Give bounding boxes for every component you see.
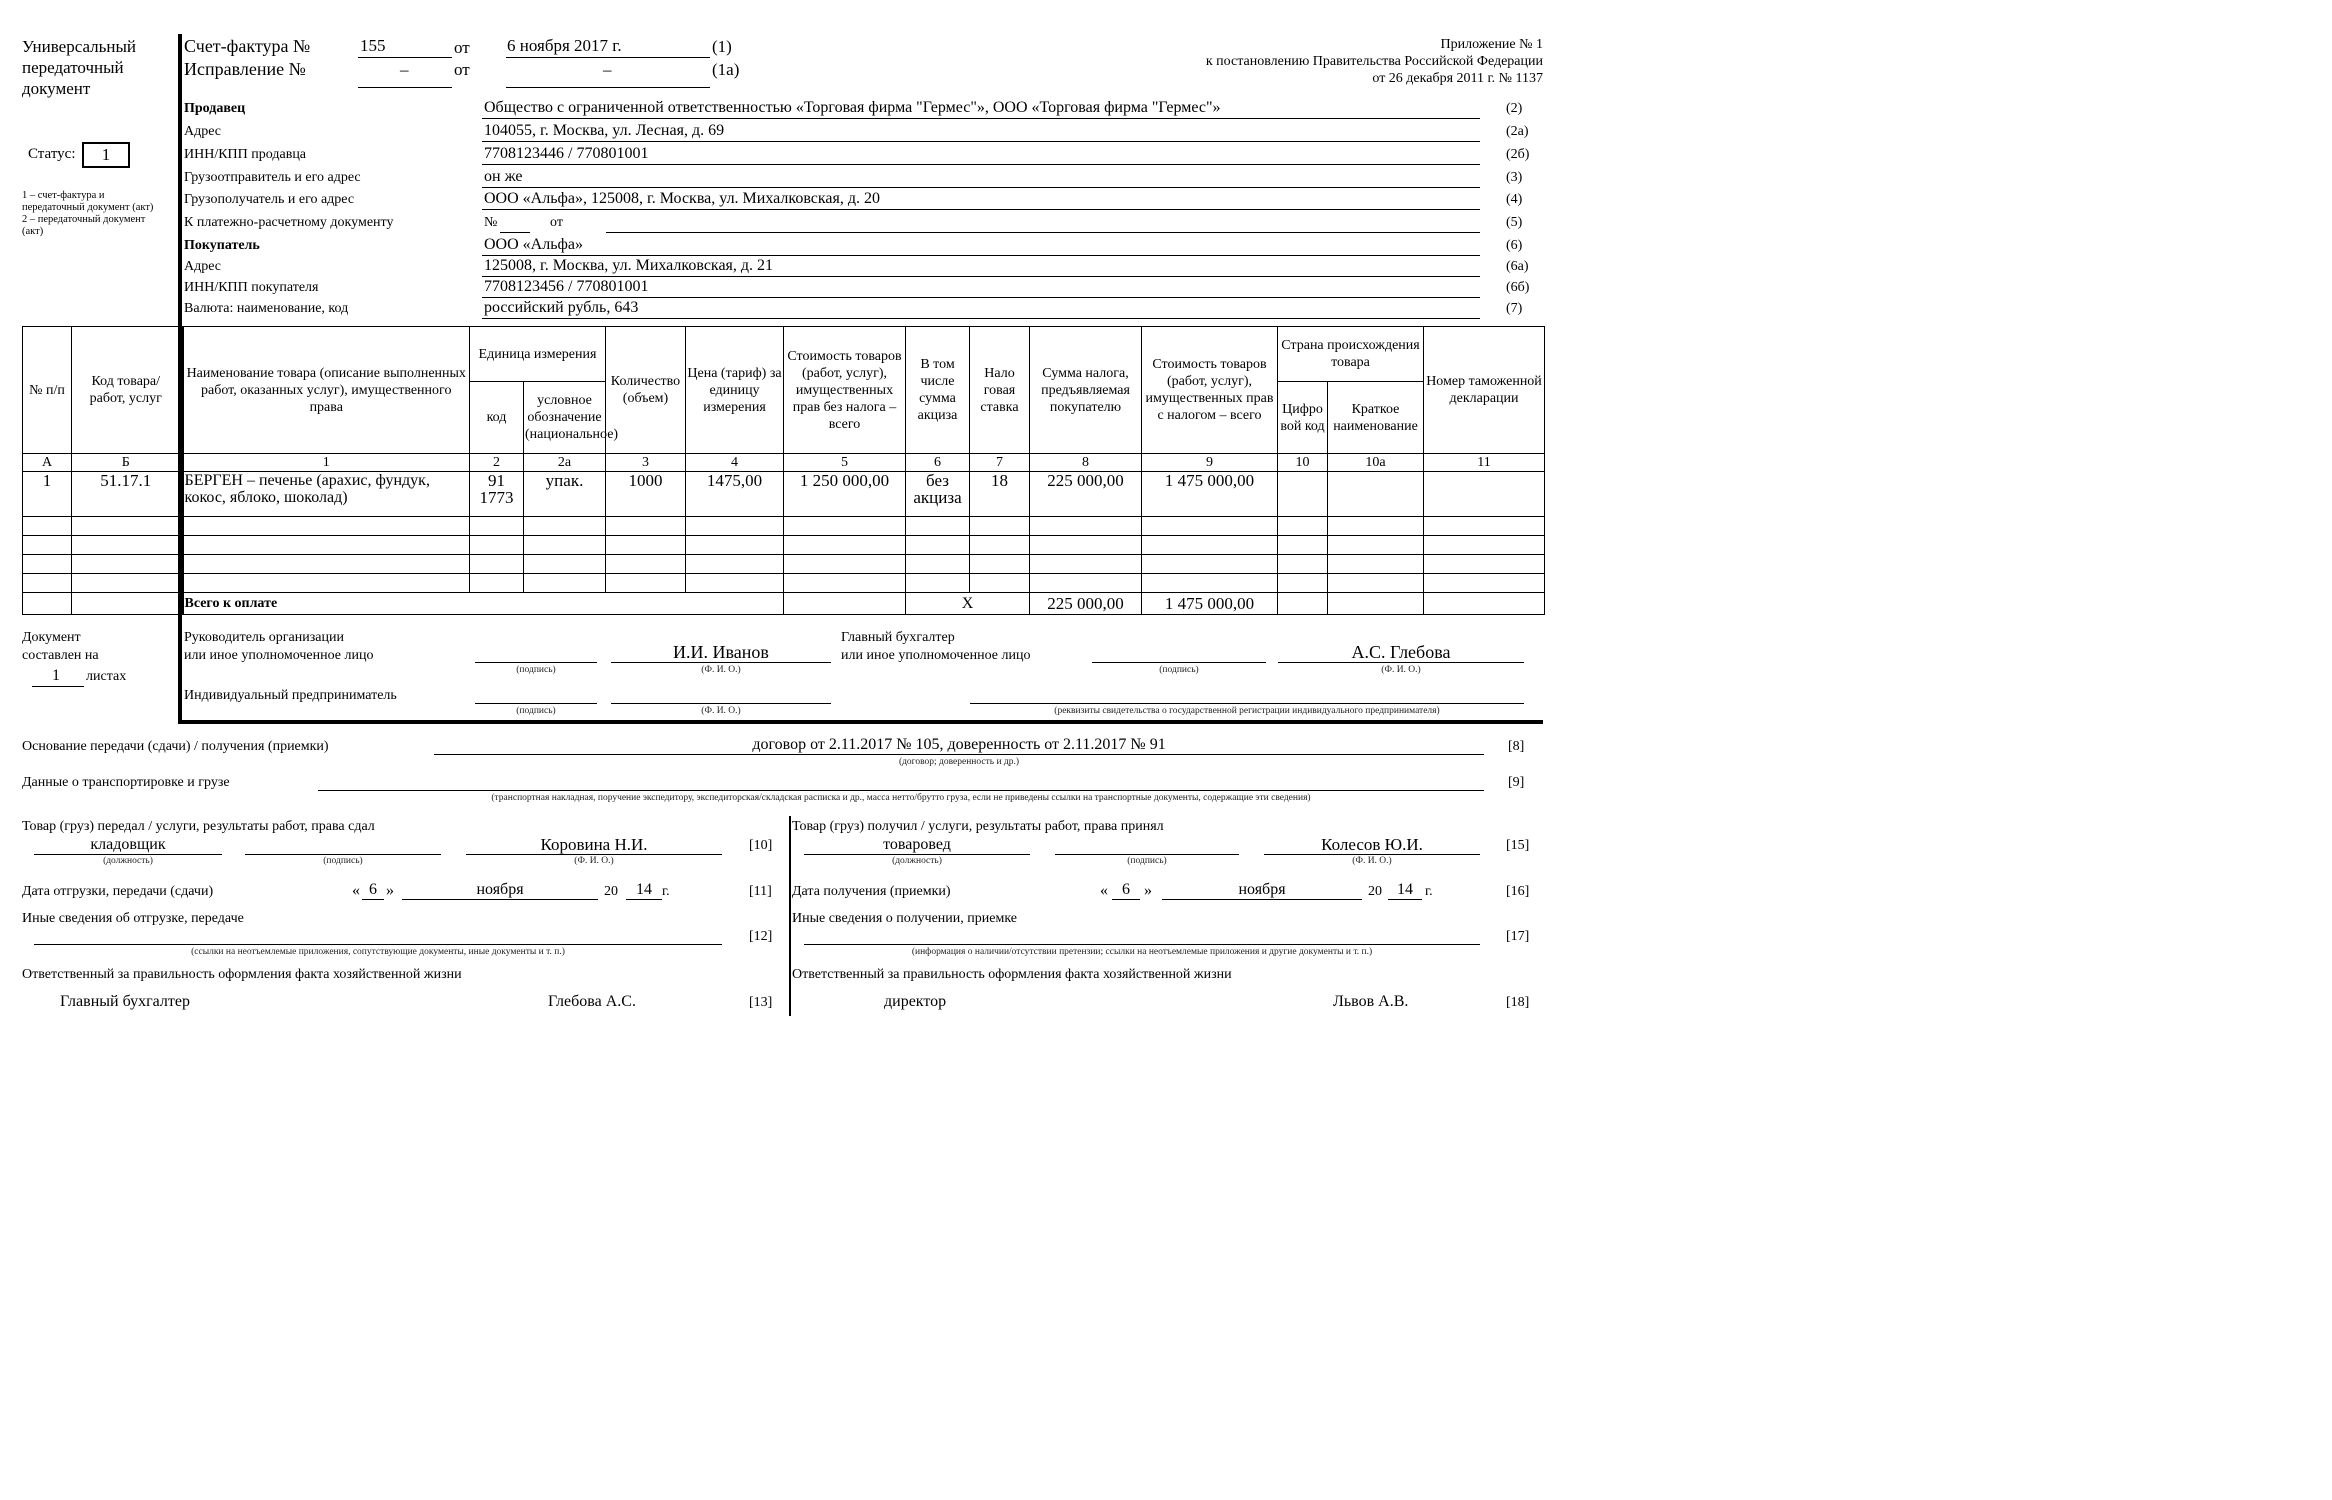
col-header-cost-w-tax: Стоимость товаров (работ, услуг), имущественных прав с налогом – всего [1142,327,1278,454]
left-month: ноября [476,881,524,898]
left-resp-name: Глебова А.С. [548,993,636,1010]
accountant-label: Главный бухгалтер или иное уполномоченное лицо [841,630,1031,663]
col-header-excise: В том числе сумма акциза [906,327,970,454]
invoice-from: от [454,38,470,57]
right-year: 14 [1397,881,1413,898]
table-row-empty [23,574,1545,593]
col-header-num: № п/п [23,327,72,454]
left-day: 6 [369,881,377,898]
total-label: Всего к оплате [182,593,784,615]
total-tax: 225 000,00 [1030,593,1142,615]
field-value: 125008, г. Москва, ул. Михалковская, д. 21 [484,257,774,274]
field-label: Валюта: наименование, код [184,301,349,316]
col-header-rate: Нало говая ставка [970,327,1030,454]
field-value: ООО «Альфа», 125008, г. Москва, ул. Михалковская, д. 20 [484,190,881,207]
transport-label: Данные о транспортировке и грузе [22,775,230,790]
left-date-label: Дата отгрузки, передачи (сдачи) [22,884,214,899]
left-date-code: [11] [749,884,772,899]
field-label: Грузополучатель и его адрес [184,192,355,207]
sheets-count: 1 [52,667,60,684]
bottom-border [178,720,1543,724]
left-code: [10] [749,838,773,853]
table-row-empty [23,517,1545,536]
right-name: Колесов Ю.И. [1321,835,1423,854]
col-header-code: Код товара/ работ, услуг [72,327,182,454]
total-cost: 1 475 000,00 [1142,593,1278,615]
status-note: 1 – счет-фактура и передаточный документ (акт) 2 – передаточный документ (акт) [22,190,154,237]
left-title: Товар (груз) передал / услуги, результаты работ, права сдал [22,819,375,834]
field-value: 7708123456 / 770801001 [484,278,649,295]
col-header-qty: Количество (объем) [606,327,686,454]
col-header-country-name: Краткое наименование [1328,382,1424,454]
appendix-note: Приложение № 1 к постановлению Правительства Российской Федерации от 26 декабря 2011 г. № 1137 [1205,37,1543,86]
field-value: Общество с ограниченной ответственностью «Торговая фирма "Гермес"», ООО «Торговая фирма "Гермес"» [484,99,1221,116]
basis-code: [8] [1508,739,1525,754]
col-header-cost-wo-tax: Стоимость товаров (работ, услуг), имущественных прав без налога – всего [784,327,906,454]
head-name: И.И. Иванов [673,642,769,662]
basis-value: договор от 2.11.2017 № 105, доверенность от 2.11.2017 № 91 [752,736,1166,753]
right-code: [15] [1506,838,1530,853]
field-value: 104055, г. Москва, ул. Лесная, д. 69 [484,122,725,139]
payment-doc-from: от [550,215,563,230]
right-other-label: Иные сведения о получении, приемке [792,911,1018,926]
center-divider [789,816,791,1016]
right-month: ноября [1238,881,1286,898]
basis-label: Основание передачи (сдачи) / получения (приемки) [22,739,329,754]
field-value: российский рубль, 643 [484,299,639,316]
col-header-name: Наименование товара (описание выполненных работ, оказанных услуг), имущественного права [182,327,470,454]
invoice-number: 155 [360,36,386,55]
right-title: Товар (груз) получил / услуги, результаты работ, права принял [792,819,1164,834]
field-label: Продавец [184,101,246,116]
col-header-country: Страна происхождения товара [1278,327,1424,382]
status-value[interactable]: 1 [82,142,130,168]
col-header-unit-code: код [470,382,524,454]
col-header-unit: Единица измерения [470,327,606,382]
correction-from: от [454,60,470,79]
field-label: Адрес [184,259,222,274]
correction-date: – [603,60,612,79]
field-label: К платежно-расчетному документу [184,215,394,230]
right-resp-label: Ответственный за правильность оформления факта хозяйственной жизни [792,967,1232,982]
right-date-code: [16] [1506,884,1530,899]
field-value: ООО «Альфа» [484,236,583,253]
correction-label: Исправление № [184,59,306,79]
left-resp-position: Главный бухгалтер [60,993,190,1010]
field-code: (2б) [1506,147,1530,162]
status-label: Статус: [28,146,76,162]
correction-code: (1а) [712,60,740,79]
left-other-code: [12] [749,929,773,944]
payment-doc-no: № [484,215,498,230]
transport-code: [9] [1508,775,1525,790]
correction-number: – [400,60,409,79]
table-row: 1 51.17.1 БЕРГЕН – печенье (арахис, фундук, кокос, яблоко, шоколад) 91 1773 упак. 1000 1475,00 1 250 000,00 без акциза 18 225 000,00 1 475 000,00 [23,472,1545,517]
right-other-code: [17] [1506,929,1530,944]
field-label: ИНН/КПП покупателя [184,280,319,295]
accountant-name: А.С. Глебова [1351,642,1451,662]
field-value: он же [484,168,523,185]
left-resp-code: [13] [749,995,773,1010]
left-year: 14 [636,881,652,898]
field-code: (7) [1506,301,1523,316]
left-name: Коровина Н.И. [540,835,648,854]
right-resp-name: Львов А.В. [1333,993,1409,1010]
col-header-tax: Сумма налога, предъявляемая покупателю [1030,327,1142,454]
field-code: (4) [1506,192,1523,207]
table-row-empty [23,555,1545,574]
field-code: (5) [1506,215,1523,230]
invoice-label: Счет-фактура № [184,36,311,56]
col-header-customs: Номер таможенной декларации [1424,327,1545,454]
col-header-unit-name: условное обозначение (национальное) [524,382,606,454]
field-code: (6а) [1506,259,1529,274]
field-code: (6б) [1506,280,1530,295]
total-row [23,593,1545,615]
col-header-country-code: Цифро вой код [1278,382,1328,454]
field-value: 7708123446 / 770801001 [484,145,649,162]
left-position: кладовщик [90,836,166,853]
field-label: Грузоотправитель и его адрес [184,170,361,185]
sheets-label: листах [86,669,127,684]
field-code: (2) [1506,101,1523,116]
right-day: 6 [1122,881,1130,898]
col-labels-row: А Б 1 2 2а 3 4 5 6 7 8 9 10 10а 11 [23,454,1545,472]
right-resp-code: [18] [1506,995,1530,1010]
field-label: Покупатель [184,238,260,253]
field-label: ИНН/КПП продавца [184,147,307,162]
ip-label: Индивидуальный предприниматель [184,688,397,703]
right-date-label: Дата получения (приемки) [792,884,951,899]
field-label: Адрес [184,124,222,139]
document-title: Универсальный передаточный документ [22,37,137,98]
goods-table [22,326,1545,615]
left-resp-label: Ответственный за правильность оформления факта хозяйственной жизни [22,967,462,982]
field-code: (2а) [1506,124,1529,139]
field-code: (6) [1506,238,1523,253]
total-excise: Х [906,593,1030,615]
right-position: товаровед [883,836,951,853]
invoice-date: 6 ноября 2017 г. [507,36,622,55]
right-resp-position: директор [884,993,947,1010]
col-header-price: Цена (тариф) за единицу измерения [686,327,784,454]
head-label: Руководитель организации или иное уполномоченное лицо [184,630,374,663]
field-code: (3) [1506,170,1523,185]
left-other-label: Иные сведения об отгрузке, передаче [22,911,244,926]
table-row-empty [23,536,1545,555]
doc-composed: Документ составлен на [22,630,99,663]
invoice-code: (1) [712,37,732,56]
